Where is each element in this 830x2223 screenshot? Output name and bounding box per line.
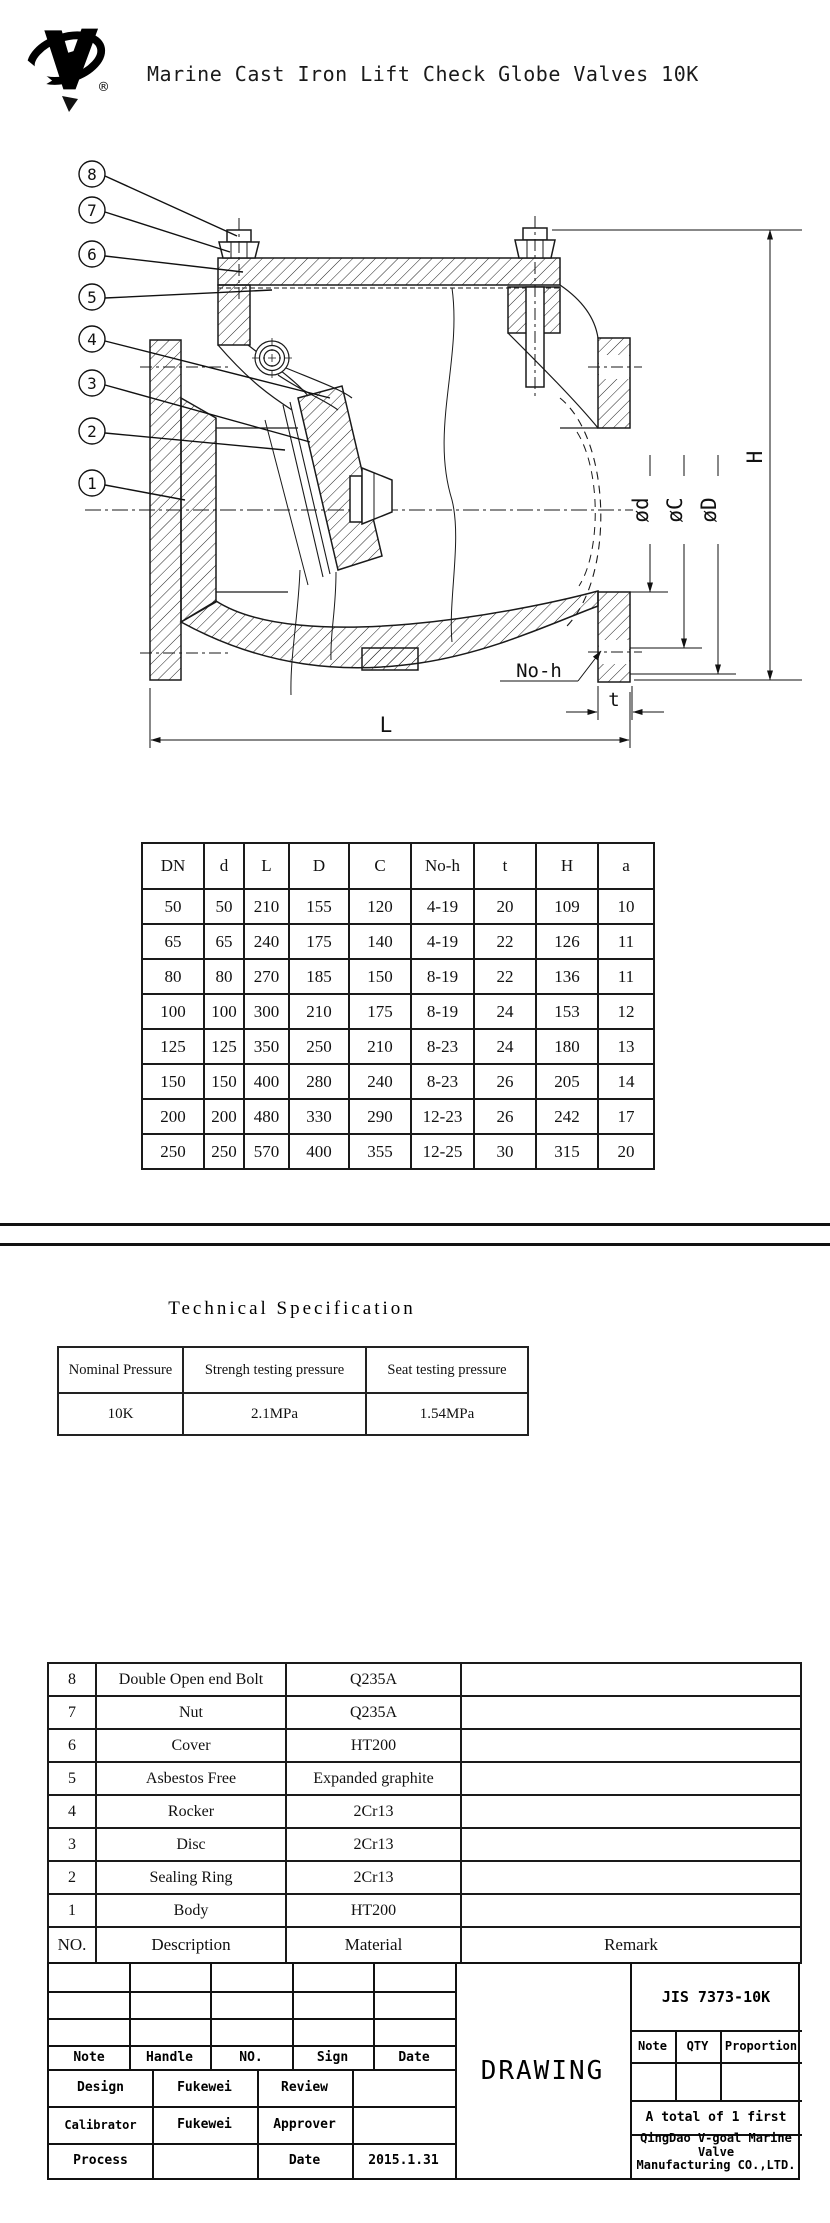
table-row [48,1762,801,1795]
company-name-line1: QingDao V-goal Marine Valve [640,2131,792,2159]
drawing-title: DRAWING [480,2056,605,2086]
table-cell: 17 [598,1099,654,1134]
table-cell: 136 [536,959,598,994]
callout-6: 6 [87,245,97,264]
table-row [48,1894,801,1927]
page-title: Marine Cast Iron Lift Check Globe Valves 10K [147,62,699,86]
parts-list-footer [48,1927,801,1963]
table-cell: 210 [244,889,289,924]
table-row [48,1861,801,1894]
table-cell: 22 [474,959,536,994]
title-block [47,1962,800,2180]
registered-mark: ® [99,78,109,96]
handle-header: Handle [146,2049,193,2065]
table-cell: NO. [48,1927,96,1963]
table-cell: 350 [244,1029,289,1064]
table-row [142,1134,654,1169]
table-row [142,889,654,924]
parts-list-table [47,1662,802,1964]
table-cell: 2Cr13 [286,1795,461,1828]
table-cell: 65 [142,924,204,959]
divider-rule-bottom [0,1243,830,1246]
table-cell: 150 [204,1064,244,1099]
table-cell: 7 [48,1696,96,1729]
parts-list-body [48,1663,801,1927]
table-cell: HT200 [286,1894,461,1927]
table-row [48,1663,801,1696]
table-cell: 300 [244,994,289,1029]
table-cell: Sealing Ring [96,1861,286,1894]
table-cell: 24 [474,994,536,1029]
table-cell: Expanded graphite [286,1762,461,1795]
design-name: Fukewei [177,2080,232,2095]
table-cell: Asbestos Free [96,1762,286,1795]
approver-label: Approver [273,2117,336,2132]
note-header: Note [73,2049,105,2065]
table-cell: 250 [142,1134,204,1169]
table-cell: 200 [204,1099,244,1134]
table-cell: 240 [349,1064,411,1099]
table-cell: 24 [474,1029,536,1064]
callout-4: 4 [87,330,97,349]
table-cell: 400 [289,1134,349,1169]
spec-table [57,1346,529,1436]
table-cell: 6 [48,1729,96,1762]
callout-5: 5 [87,288,97,307]
sheet-total: A total of 1 first [645,2109,787,2125]
no-header: NO. [239,2049,263,2065]
table-cell: 4-19 [411,889,474,924]
sign-header: Sign [316,2049,349,2065]
table-cell: Q235A [286,1663,461,1696]
label-oC: øC [663,497,687,523]
table-cell: DN [142,843,204,889]
design-label: Design [77,2080,124,2095]
table-cell: 10 [598,889,654,924]
table-cell: 12 [598,994,654,1029]
table-cell: 355 [349,1134,411,1169]
table-row [48,1729,801,1762]
table-row [58,1393,528,1435]
callout-8: 8 [87,165,97,184]
table-cell: 80 [204,959,244,994]
table-cell: 13 [598,1029,654,1064]
label-no-h: No-h [516,660,562,682]
table-cell: 480 [244,1099,289,1134]
callout-3: 3 [87,374,97,393]
spec-table-values [58,1393,528,1435]
table-row [142,994,654,1029]
dimension-table [141,842,655,1170]
table-cell: 200 [142,1099,204,1134]
calibrator-label: Calibrator [64,2117,137,2132]
table-cell: 5 [48,1762,96,1795]
table-cell: L [244,843,289,889]
table-cell: 10K [58,1393,183,1435]
table-cell: Seat testing pressure [366,1347,528,1393]
table-cell: 11 [598,924,654,959]
body-foot [362,648,418,670]
table-cell: 2.1MPa [183,1393,366,1435]
section-arrow-icon [62,96,78,112]
table-cell: Description [96,1927,286,1963]
table-cell: 125 [204,1029,244,1064]
table-cell [461,1729,801,1762]
table-cell: Rocker [96,1795,286,1828]
table-cell: 1.54MPa [366,1393,528,1435]
label-L: L [379,713,393,737]
callout-2: 2 [87,422,97,441]
table-cell [461,1795,801,1828]
table-row [48,1927,801,1963]
table-cell: 50 [204,889,244,924]
standard-number: JIS 7373-10K [661,1988,771,2006]
table-cell: Nominal Pressure [58,1347,183,1393]
table-cell: 210 [349,1029,411,1064]
table-cell: Material [286,1927,461,1963]
table-cell: Double Open end Bolt [96,1663,286,1696]
table-cell: 8-19 [411,994,474,1029]
table-cell: 175 [289,924,349,959]
table-cell: 242 [536,1099,598,1134]
table-cell [461,1894,801,1927]
table-row [142,1029,654,1064]
table-row [142,843,654,889]
dimension-table-body [142,889,654,1169]
table-cell: D [289,843,349,889]
table-cell: 100 [142,994,204,1029]
qty-header: QTY [686,2039,709,2053]
table-cell: Strengh testing pressure [183,1347,366,1393]
table-cell: Cover [96,1729,286,1762]
table-cell: 100 [204,994,244,1029]
table-cell: 80 [142,959,204,994]
table-cell: 240 [244,924,289,959]
right-bolt [508,216,560,398]
table-cell: 30 [474,1134,536,1169]
table-cell: 175 [349,994,411,1029]
table-cell: 250 [204,1134,244,1169]
table-row [48,1795,801,1828]
spec-heading: Technical Specification [168,1298,416,1319]
company-name-line2: Manufacturing CO.,LTD. [636,2158,796,2172]
table-row [48,1696,801,1729]
table-cell: 280 [289,1064,349,1099]
table-cell: 270 [244,959,289,994]
table-cell: d [204,843,244,889]
table-cell: 210 [289,994,349,1029]
table-row [58,1347,528,1393]
proportion-header: Proportion [724,2039,798,2053]
table-row [142,1064,654,1099]
table-cell: 155 [289,889,349,924]
table-cell: 12-23 [411,1099,474,1134]
table-cell: 14 [598,1064,654,1099]
table-row [142,924,654,959]
bonnet-neck [218,285,250,345]
table-cell: 22 [474,924,536,959]
table-cell: H [536,843,598,889]
table-cell: 180 [536,1029,598,1064]
table-cell: 570 [244,1134,289,1169]
callout-7: 7 [87,201,97,220]
table-cell: 1 [48,1894,96,1927]
date-header: Date [398,2049,430,2065]
label-t: t [608,689,620,711]
dim-diameters [630,455,736,674]
table-cell: No-h [411,843,474,889]
table-cell: 8-19 [411,959,474,994]
table-cell: 8-23 [411,1064,474,1099]
table-cell: 11 [598,959,654,994]
calibrator-name: Fukewei [177,2117,232,2132]
review-label: Review [281,2080,328,2095]
qty-note-header: Note [638,2039,667,2053]
table-row [48,1828,801,1861]
table-cell: 65 [204,924,244,959]
table-cell: 8-23 [411,1029,474,1064]
table-cell: 125 [142,1029,204,1064]
table-cell: 4-19 [411,924,474,959]
table-cell: 185 [289,959,349,994]
table-cell: 20 [598,1134,654,1169]
table-cell: t [474,843,536,889]
table-cell: 2 [48,1861,96,1894]
label-oD: øD [697,497,721,523]
table-cell: 20 [474,889,536,924]
table-row [142,1099,654,1134]
table-cell: C [349,843,411,889]
table-cell [461,1663,801,1696]
table-cell: Disc [96,1828,286,1861]
rocker-pivot [252,338,292,378]
table-cell: a [598,843,654,889]
valve-section-drawing [0,0,830,800]
table-cell: 120 [349,889,411,924]
table-cell: 3 [48,1828,96,1861]
table-cell: 150 [142,1064,204,1099]
cover-section [218,258,560,285]
table-cell: Nut [96,1696,286,1729]
table-cell: 290 [349,1099,411,1134]
table-cell: Q235A [286,1696,461,1729]
table-cell: 330 [289,1099,349,1134]
table-cell: 4 [48,1795,96,1828]
table-cell: 205 [536,1064,598,1099]
table-cell: 140 [349,924,411,959]
table-cell: 2Cr13 [286,1861,461,1894]
callout-1: 1 [87,474,97,493]
process-date-label: Date [288,2153,321,2168]
table-cell [461,1828,801,1861]
table-cell: 153 [536,994,598,1029]
table-cell: Body [96,1894,286,1927]
dimension-table-header [142,843,654,889]
table-cell: 50 [142,889,204,924]
table-cell: HT200 [286,1729,461,1762]
table-cell: 109 [536,889,598,924]
table-cell [461,1762,801,1795]
table-cell: Remark [461,1927,801,1963]
disc-nut [350,468,392,524]
table-cell: 26 [474,1099,536,1134]
table-cell: 150 [349,959,411,994]
table-cell: 315 [536,1134,598,1169]
table-cell: 26 [474,1064,536,1099]
table-cell: 12-25 [411,1134,474,1169]
table-cell: 250 [289,1029,349,1064]
divider-rule-top [0,1223,830,1226]
table-cell [461,1696,801,1729]
spec-table-header [58,1347,528,1393]
table-cell: 8 [48,1663,96,1696]
label-H: H [743,450,767,464]
table-cell: 2Cr13 [286,1828,461,1861]
table-cell: 126 [536,924,598,959]
table-cell: 400 [244,1064,289,1099]
process-date-value: 2015.1.31 [368,2153,439,2168]
table-row [142,959,654,994]
label-od: ød [629,497,653,523]
table-cell [461,1861,801,1894]
process-label: Process [73,2153,128,2168]
